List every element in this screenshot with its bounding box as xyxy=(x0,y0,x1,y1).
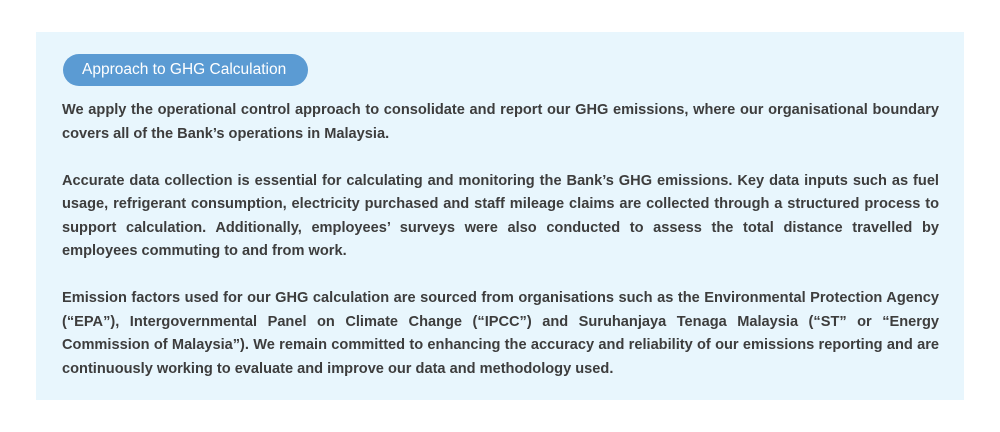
paragraph-approach: We apply the operational control approach to consolidate and report our GHG emissions, where our organisational boundary covers all of the Bank’s operations in Malaysia. xyxy=(62,102,939,142)
section-title-badge: Approach to GHG Calculation xyxy=(63,54,308,86)
paragraph-emission-factors: Emission factors used for our GHG calculation are sourced from organisations such as the Environmental Protection Agency (“EPA”), Intergovernmental Panel on Climate Change (“IPCC”) and Suruhanjaya Tenaga Malaysia (“ST” or “Energy Commission of Malaysia”). We remain committed to enhancing the accuracy and reliability of our emissions reporting and are continuously working to evaluate and improve our data and methodology used. xyxy=(62,290,939,377)
section-body xyxy=(62,99,939,381)
paragraph-data-collection: Accurate data collection is essential for calculating and monitoring the Bank’s GHG emissions. Key data inputs such as fuel usage, refrigerant consumption, electricity purchased and staff mileage claims are collected through a structured process to support calculation. Additionally, employees’ surveys were also conducted to assess the total distance travelled by employees commuting to and from work. xyxy=(62,172,939,259)
info-panel xyxy=(36,32,964,400)
